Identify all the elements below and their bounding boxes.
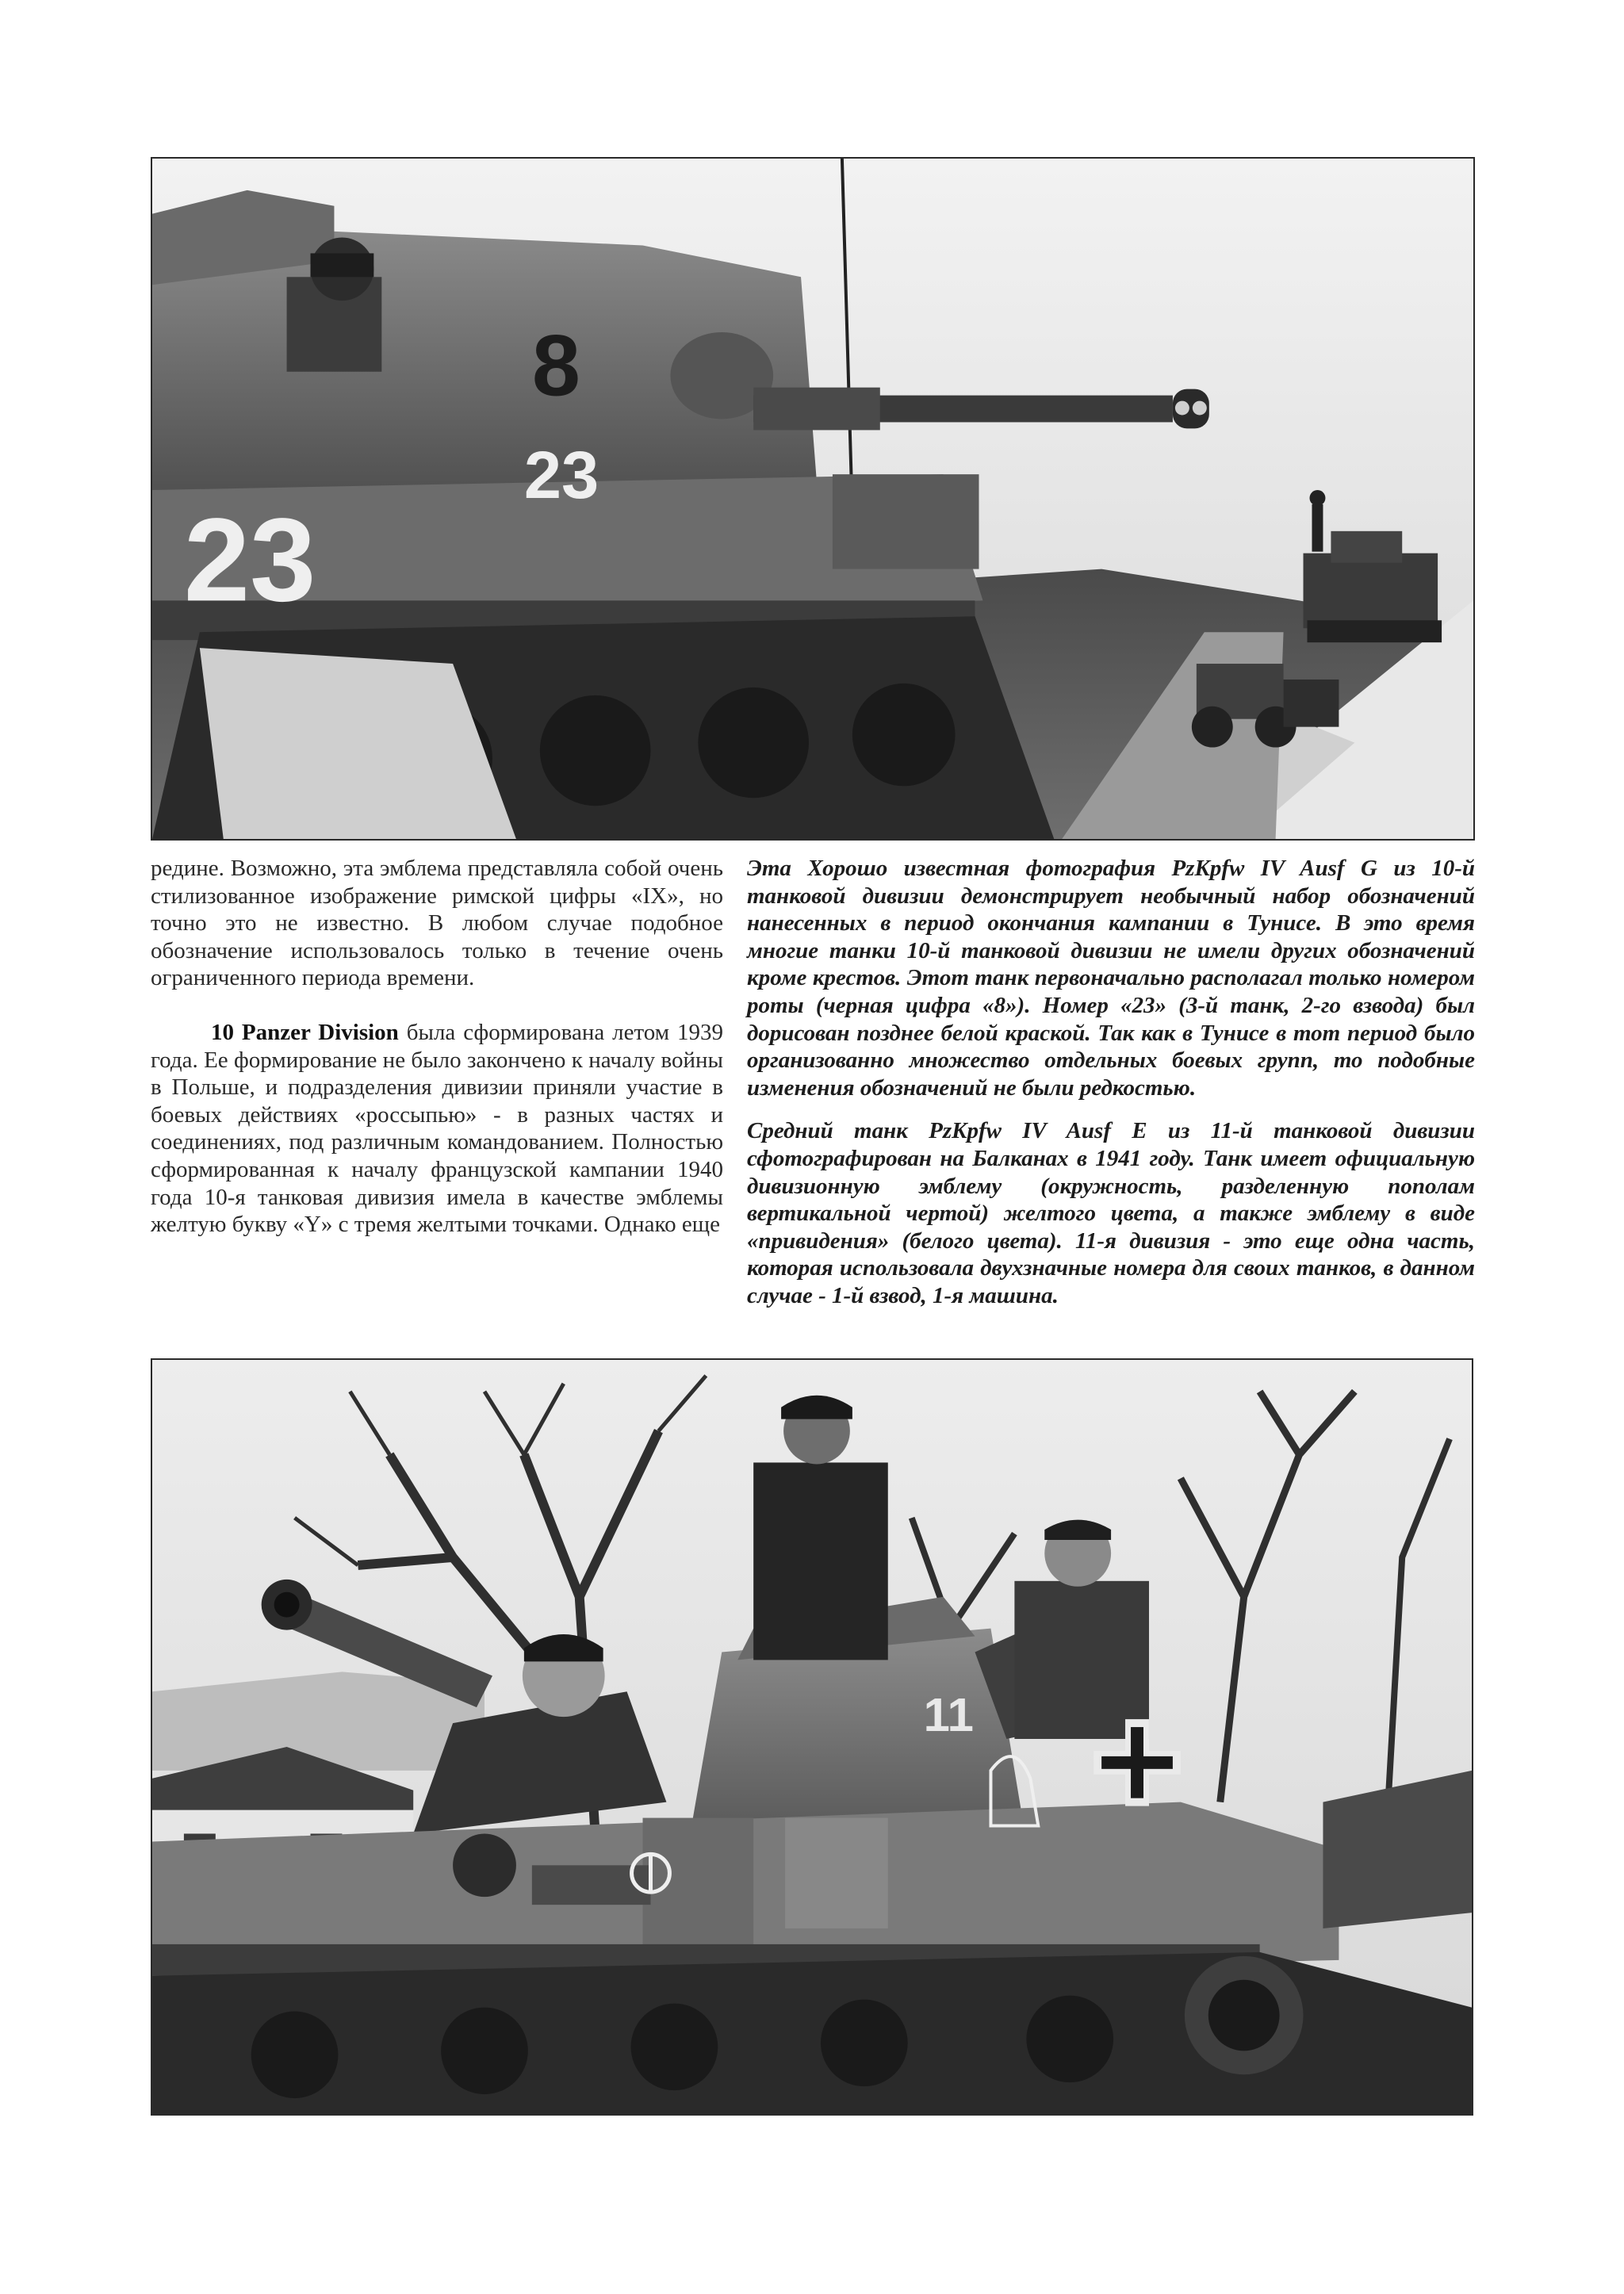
caption-bottom-photo: Средний танк PzKpfw IV Ausf E из 11-й танковой дивизии сфотографирован на Балканах в 1941 году. Танк имеет официальную дивизионную эмблему (окружность, разделенную пополам вертикальной чертой) желтого цвета, а также эмблему в виде «привидения» (белого цвета). 11-я дивизия - это еще одна часть, которая использовала двухзначные номера для своих танков, в данном случае - 1-й взвод, 1-я машина. <box>747 1118 1475 1308</box>
body-paragraph-1: редине. Возможно, эта эмблема представляла собой очень стилизованное изображение римской цифры «IX», но точно это не известно. В любом случае подобное обозначение использовалось только в течение очень ограниченного периода времени. <box>151 856 723 991</box>
tank-tracks <box>152 1952 1472 2114</box>
photo-bottom-image <box>152 1360 1472 2114</box>
photo-bottom-tank <box>151 1358 1473 2116</box>
body-paragraph-2-text: была сформирована летом 1939 года. Ее формирование не было закончено к началу войны в Польше, и подразделения дивизии приняли участие в боевых действиях «россыпью» - в разных частях и соединениях, под различным командованием. Полностью сформированная к началу французской кампании 1940 года 10-я танковая дивизия имела в качестве эмблемы желтую букву «Y» с тремя желтыми точками. Однако еще <box>151 1019 723 1238</box>
body-paragraph-2 <box>151 1019 723 1239</box>
hull-number-marking: 11 <box>923 1688 974 1742</box>
photo-top-image <box>152 159 1473 839</box>
photo-top-tank <box>151 157 1475 841</box>
hull-number-marking: 23 <box>183 493 316 626</box>
caption-column <box>747 855 1475 1310</box>
division-name: 10 Panzer Division <box>211 1019 399 1045</box>
body-text-column <box>151 855 723 1239</box>
turret-number-marking: 23 <box>523 437 599 512</box>
company-number-marking: 8 <box>531 317 580 415</box>
caption-top-photo: Эта Хорошо известная фотография PzKpfw IV Ausf G из 10-й танковой дивизии демонстрирует необычный набор обозначений нанесенных в период окончания кампании в Тунисе. В это время многие танки 10-й танковой дивизии не имели других обозначений кроме крестов. Этот танк первоначально располагал только номером роты (черная цифра «8»). Номер «23» (3-й танк, 2-го взвода) был дорисован позднее белой краской. Так как в Тунисе в тот период было организованно множество отдельных боевых групп, то подобные изменения обозначений не были редкостью. <box>747 856 1475 1101</box>
